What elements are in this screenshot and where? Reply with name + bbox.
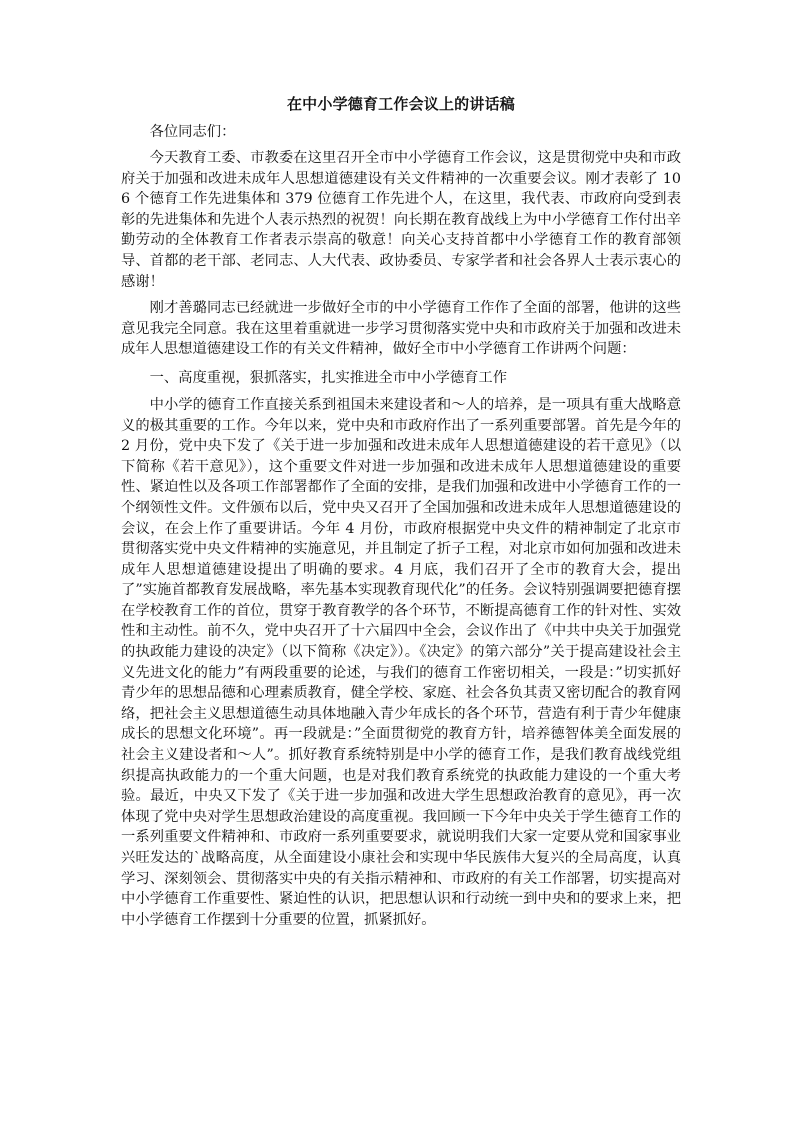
paragraph-1: 今天教育工委、市教委在这里召开全市中小学德育工作会议，这是贯彻党中央和市政府关于加强和改进未成年人思想道德建设有关文件精神的一次重要会议。刚才表彰了 106 个德育工作先进集体和 379 位德育工作先进个人，在这里，我代表、市政府向受到表彰的先进集体和先进个人表示热烈的祝贺！向长期在教育战线上为中小学德育工作付出辛勤劳动的全体教育工作者表示崇高的敬意！向关心支持首都中小学德育工作的教育部领导、首都的老干部、老同志、人大代表、政协委员、专家学者和社会各界人士表示衷心的感谢！ bbox=[121, 150, 681, 290]
document-title: 在中小学德育工作会议上的讲话稿 bbox=[286, 95, 515, 113]
salutation: 各位同志们： bbox=[149, 124, 236, 140]
document-page bbox=[121, 92, 681, 936]
paragraph-2: 刚才善璐同志已经就进一步做好全市的中小学德育工作作了全面的部署，他讲的这些意见我完全同意。我在这里着重就进一步学习贯彻落实党中央和市政府关于加强和改进未成年人思想道德建设工作的有关文件精神，做好全市中小学德育工作讲两个问题： bbox=[121, 300, 681, 358]
paragraph-3: 中小学的德育工作直接关系到祖国未来建设者和～人的培养，是一项具有重大战略意义的极其重要的工作。今年以来，党中央和市政府作出了一系列重要部署。首先是今年的 2 月份，党中央下发了《关于进一步加强和改进未成年人思想道德建设的若干意见》（以下简称《若干意见》），这个重要文件对进一步加强和改进未成年人思想道德建设的重要性、紧迫性以及各项工作部署都作了全面的安排，是我们加强和改进中小学德育工作的一个纲领性文件。文件颁布以后，党中央又召开了全国加强和改进未成年人思想道德建设的会议，在会上作了重要讲话。今年 4 月份，市政府根据党中央文件的精神制定了北京市贯彻落实党中央文件精神的实施意见，并且制定了折子工程，对北京市如何加强和改进未成年人思想道德建设提出了明确的要求。4 月底，我们召开了全市的教育大会，提出了”实施首都教育发展战略，率先基本实现教育现代化”的任务。会议特别强调要把德育摆在学校教育工作的首位，贯穿于教育教学的各个环节，不断提高德育工作的针对性、实效性和主动性。前不久，党中央召开了十六届四中全会，会议作出了《中共中央关于加强党的执政能力建设的决定》（以下简称《决定》）。《决定》的第六部分”关于提高建设社会主义先进文化的能力”有两段重要的论述，与我们的德育工作密切相关，一段是：”切实抓好青少年的思想品德和心理素质教育，健全学校、家庭、社会各负其责又密切配合的教育网络，把社会主义思想道德生动具体地融入青少年成长的各个环节，营造有利于青少年健康成长的思想文化环境”。再一段就是：”全面贯彻党的教育方针，培养德智体美全面发展的社会主义建设者和～人”。抓好教育系统特别是中小学的德育工作，是我们教育战线党组织提高执政能力的一个重大问题，也是对我们教育系统党的执政能力建设的一个重大考验。最近，中央又下发了《关于进一步加强和改进大学生思想政治教育的意见》，再一次体现了党中央对学生思想政治建设的高度重视。我回顾一下今年中央关于学生德育工作的一系列重要文件精神和、市政府一系列重要要求，就说明我们大家一定要从党和国家事业兴旺发达的`战略高度，从全面建设小康社会和实现中华民族伟大复兴的全局高度，认真学习、深刻领会、贯彻落实中央的有关指示精神和、市政府的有关工作部署，切实提高对中小学德育工作重要性、紧迫性的认识，把思想认识和行动统一到中央和的要求上来，把中小学德育工作摆到十分重要的位置，抓紧抓好。 bbox=[121, 396, 681, 928]
section-heading-1: 一、高度重视，狠抓落实，扎实推进全市中小学德育工作 bbox=[149, 369, 508, 386]
